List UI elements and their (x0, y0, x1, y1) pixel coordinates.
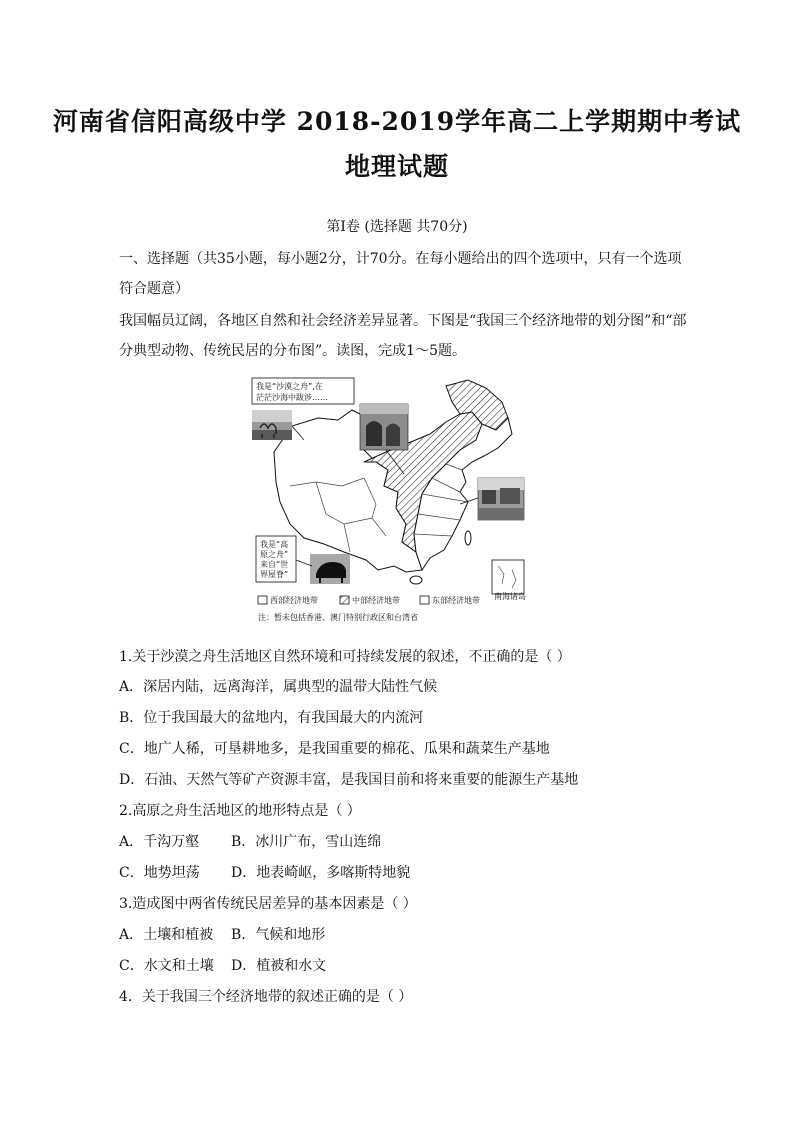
camel-callout-line1: 我是“沙漠之舟”,在 (256, 382, 323, 391)
exam-title: 河南省信阳高级中学 2018-2019学年高二上学期期中考试 (52, 107, 742, 136)
question-1-option-a: A．深居内陆，远离海洋，属典型的温带大陆性气候 (119, 679, 438, 695)
question-3-options-ab (119, 924, 325, 944)
taiwan-island (465, 531, 471, 545)
question-2-option-b: B．冰川广布，雪山连绵 (231, 834, 382, 850)
instructions: 一、选择题（共35小题，每小题2分，计70分。在每小题给出的四个选项中，只有一个选项符合题意） (119, 251, 682, 297)
legend-east: 东部经济地带 (432, 596, 480, 605)
yak-callout-line2: 原之舟” (260, 550, 289, 559)
water-town-photo (478, 478, 524, 520)
question-2-options-cd (119, 862, 410, 882)
question-2-stem: 2.高原之舟生活地区的地形特点是（ ） (119, 803, 361, 819)
question-2-option-c: C．地势坦荡 (119, 865, 200, 881)
china-economic-belts-map (246, 374, 536, 630)
map-note: 注：暂未包括香港、澳门特别行政区和台湾省 (258, 613, 418, 622)
yak-photo (310, 554, 350, 584)
yak-callout-line1: 我是“高 (260, 540, 289, 549)
question-2-options-ab (119, 831, 381, 851)
question-2-option-d: D．地表崎岖，多喀斯特地貌 (231, 865, 411, 881)
question-4-stem: 4．关于我国三个经济地带的叙述正确的是（ ） (119, 989, 413, 1005)
yak-callout-line4: 界屋脊” (260, 570, 289, 579)
camel-callout-line2: 茫茫沙海中跋涉…… (256, 393, 328, 402)
section-heading: 第Ⅰ卷 (选择题 共70分) (326, 219, 468, 235)
inset-label: 南海诸岛 (494, 592, 526, 601)
hainan-island (410, 576, 422, 584)
question-1-option-d: D．石油、天然气等矿产资源丰富，是我国目前和将来重要的能源生产基地 (119, 772, 579, 788)
question-1-option-b: B．位于我国最大的盆地内，有我国最大的内流河 (119, 710, 424, 726)
cave-dwelling-photo (360, 404, 408, 450)
intro-paragraph: 我国幅员辽阔，各地区自然和社会经济差异显著。下图是“我国三个经济地带的划分图”和“部分典型动物、传统民居的分布图”。读图，完成1～5题。 (119, 313, 687, 359)
question-3-option-d: D．植被和水文 (231, 958, 327, 974)
question-1-stem: 1.关于沙漠之舟生活地区自然环境和可持续发展的叙述，不正确的是（ ） (119, 649, 571, 665)
question-3-option-a: A．土壤和植被 (119, 927, 214, 943)
legend-central: 中部经济地带 (352, 596, 400, 605)
camel-photo (252, 410, 292, 440)
question-1-option-c: C．地广人稀，可垦耕地多，是我国重要的棉花、瓜果和蔬菜生产基地 (119, 741, 550, 757)
question-3-stem: 3.造成图中两省传统民居差异的基本因素是（ ） (119, 896, 417, 912)
question-3-options-cd (119, 955, 326, 975)
question-3-option-c: C．水文和土壤 (119, 958, 214, 974)
question-3-option-b: B．气候和地形 (231, 927, 326, 943)
south-china-sea-inset (492, 560, 526, 601)
yak-callout-line3: 来自“世 (260, 560, 289, 569)
exam-subject: 地理试题 (344, 152, 449, 181)
legend-west: 西部经济地带 (270, 596, 318, 605)
question-2-option-a: A．千沟万壑 (119, 834, 200, 850)
map-legend (258, 595, 480, 605)
